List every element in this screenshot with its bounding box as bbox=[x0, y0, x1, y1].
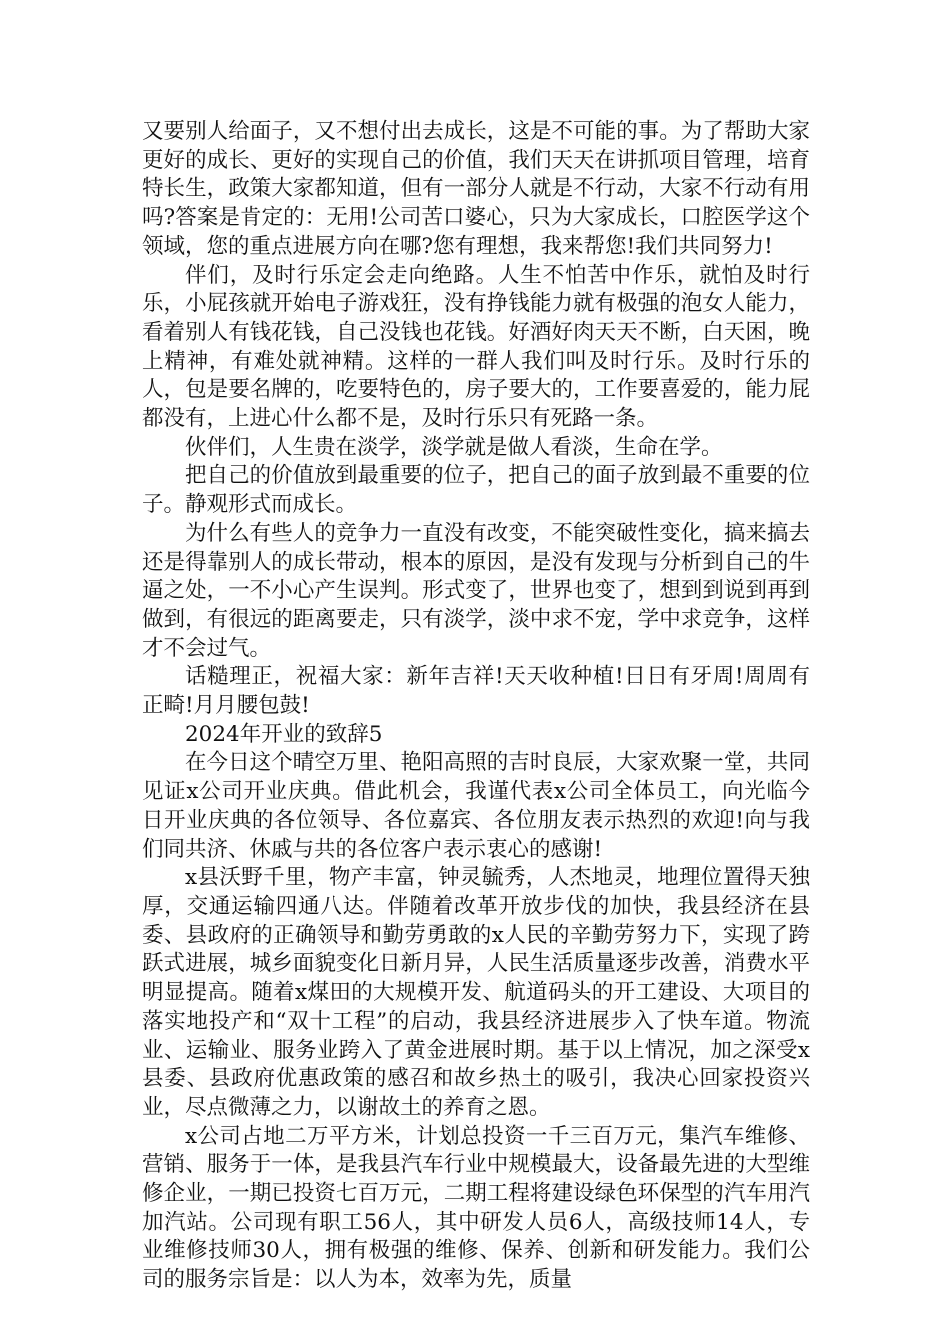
section-paragraph-2: x县沃野千里，物产丰富，钟灵毓秀，人杰地灵，地理位置得天独厚，交通运输四通八达。伴随着改革开放步伐的加快，我县经济在县委、县政府的正确领导和勤劳勇敢的x人民的辛勤劳努力下，实现了跨跃式进展，城乡面貌变化日新月异，人民生活质量逐步改善，消费水平明显提高。随着x煤田的大规模开发、航道码头的开工建设、大项目的落实地投产和“双十工程”的启动，我县经济进展步入了快车道。物流业、运输业、服务业跨入了黄金进展时期。基于以上情况，加之深受x县委、县政府优惠政策的感召和故乡热土的吸引，我决心回家投资兴业，尽点微薄之力，以谢故土的养育之恩。 bbox=[142, 865, 810, 1120]
section-paragraph-1: 在今日这个晴空万里、艳阳高照的吉时良辰，大家欢聚一堂，共同见证x公司开业庆典。借此机会，我谨代表x公司全体员工，向光临今日开业庆典的各位领导、各位嘉宾、各位朋友表示热烈的欢迎!向与我们同共济、休戚与共的各位客户表示衷心的感谢! bbox=[142, 750, 810, 862]
paragraph-3: 伙伴们，人生贵在淡学，淡学就是做人看淡，生命在学。 bbox=[185, 434, 723, 460]
section-title: 2024年开业的致辞5 bbox=[185, 721, 383, 747]
paragraph-6: 话糙理正，祝福大家：新年吉祥!天天收种植!日日有牙周!周周有正畸!月月腰包鼓! bbox=[142, 664, 810, 719]
paragraph-2: 伴们，及时行乐定会走向绝路。人生不怕苦中作乐，就怕及时行乐，小屁孩就开始电子游戏狂，没有挣钱能力就有极强的泡女人能力，看着别人有钱花钱，自己没钱也花钱。好酒好肉天天不断，白天困，晚上精神，有难处就神精。这样的一群人我们叫及时行乐。及时行乐的人，包是要名牌的，吃要特色的，房子要大的，工作要喜爱的，能力屁都没有，上进心什么都不是，及时行乐只有死路一条。 bbox=[142, 262, 810, 432]
paragraph-1: 又要别人给面子，又不想付出去成长，这是不可能的事。为了帮助大家更好的成长、更好的实现自己的价值，我们天天在讲抓项目管理，培育特长生，政策大家都知道，但有一部分人就是不行动，大家不行动有用吗?答案是肯定的：无用!公司苦口婆心，只为大家成长，口腔医学这个领域，您的重点进展方向在哪?您有理想，我来帮您!我们共同努力! bbox=[142, 119, 810, 259]
paragraph-5: 为什么有些人的竞争力一直没有改变，不能突破性变化，搞来搞去还是得靠别人的成长带动，根本的原因，是没有发现与分析到自己的牛逼之处，一不小心产生误判。形式变了，世界也变了，想到到说到再到做到，有很远的距离要走，只有淡学，淡中求不宠，学中求竞争，这样才不会过气。 bbox=[142, 520, 810, 661]
paragraph-4: 把自己的价值放到最重要的位子，把自己的面子放到最不重要的位子。静观形式而成长。 bbox=[142, 463, 810, 518]
document-page bbox=[142, 118, 810, 1295]
section-paragraph-3: x公司占地二万平方米，计划总投资一千三百万元，集汽车维修、营销、服务于一体，是我县汽车行业中规模最大，设备最先进的大型维修企业，一期已投资七百万元，二期工程将建设绿色环保型的汽车用汽加汽站。公司现有职工56人，其中研发人员6人，高级技师14人，专业维修技师30人，拥有极强的维修、保养、创新和研发能力。我们公司的服务宗旨是：以人为本，效率为先，质量 bbox=[142, 1123, 810, 1293]
